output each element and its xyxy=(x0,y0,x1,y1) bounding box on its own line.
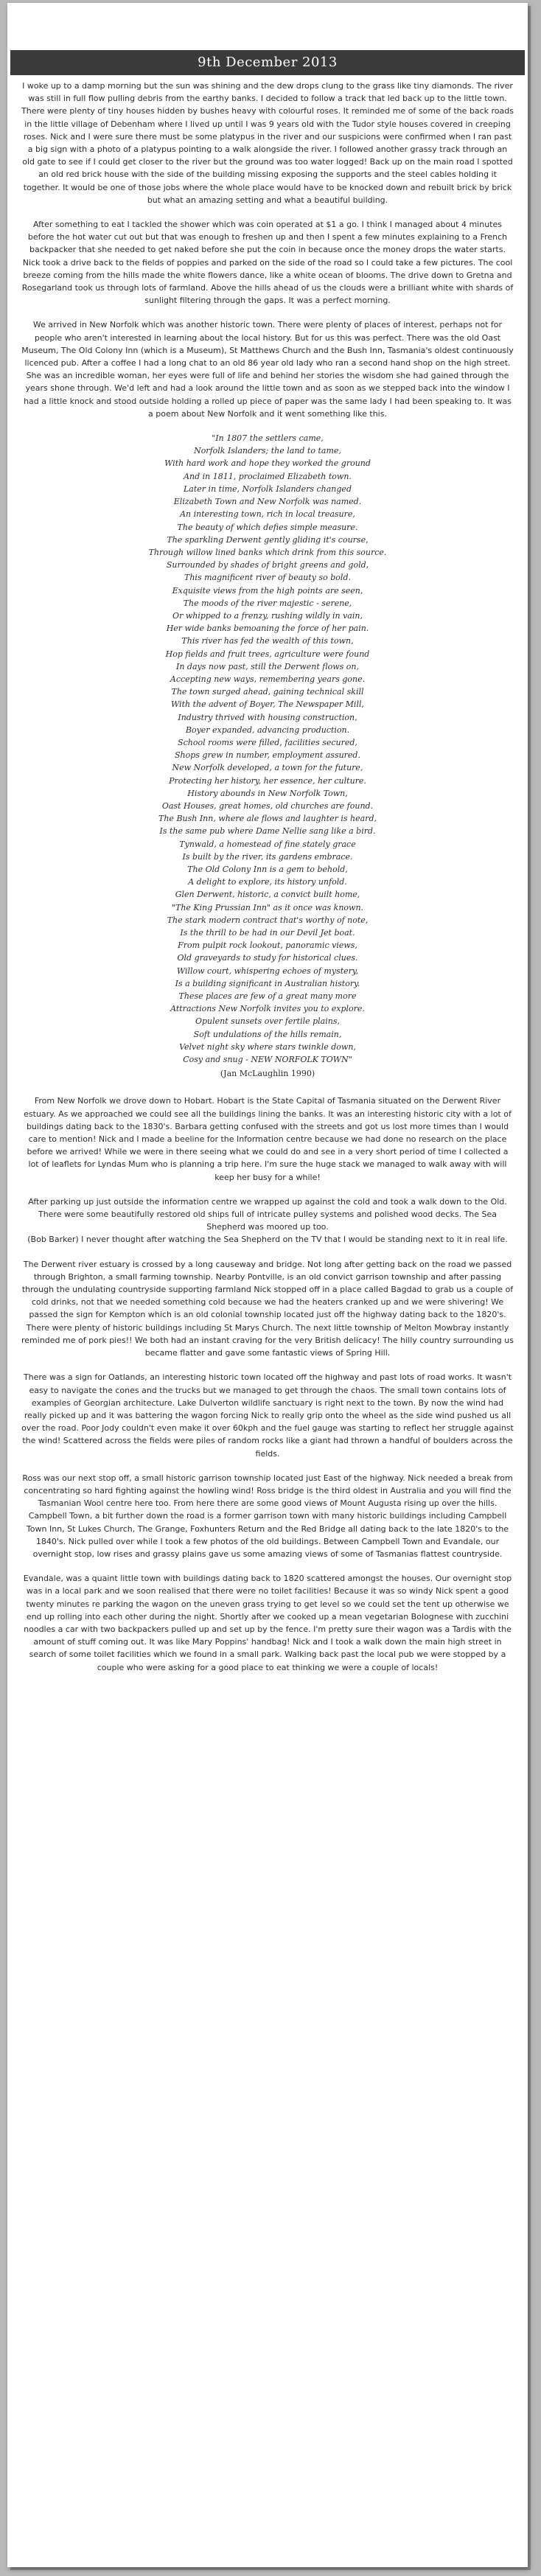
journal-paragraph-4: From New Norfolk we drove down to Hobart. Hobart is the State Capital of Tasmania situated on the Derwent River estuary. As we approached we could see all the buildings lining the banks. It was an interesting historic city with a lot of buildings dating back to the 1830's. Barbara getting confused with the streets and got us lost more times than I would care to mention! Nick and I made a beeline for the Information centre because we had done no research on the place before we arrived! While we were in there seeing what we could do and see in a very short period of time I collected a lot of leaflets for Lyndas Mum who is planning a trip here. I'm sure the huge stack we managed to walk away with will keep her busy for a while! xyxy=(24,1096,512,1182)
poem-line: Willow court, whispering echoes of mystery, xyxy=(176,966,359,976)
poem-line: Later in time, Norfolk Islanders changed xyxy=(184,484,352,494)
poem-credit: (Jan McLaughlin 1990) xyxy=(220,1069,315,1079)
poem-line: From pulpit rock lookout, panoramic views, xyxy=(178,940,357,951)
journal-paragraph-8: Ross was our next stop off, a small historic garrison township located just East of the highway. Nick needed a break from concentrating so hard fighting against the howling wind! Ross bridge is the third oldest in Australia and you will find the Tasmanian Wool centre here too. From here there are some good views of Mount Augusta rising up over the hills. Campbell Town, a bit further down the road is a former garrison town with many historic buildings including Campbell Town Inn, St Lukes Church, The Grange, Foxhunters Return and the Red Bridge all dating back to the late 1820's to the 1840's. Nick pulled over while I took a few photos of the old buildings. Between Campbell Town and Evandale, our overnight stop, low rises and grassy plains gave us some amazing views of some of Tasmanias flattest countryside. xyxy=(22,1473,513,1559)
poem-line: Attractions New Norfolk invites you to explore. xyxy=(170,1004,365,1014)
date-banner: 9th December 2013 xyxy=(10,50,525,75)
journal-paragraph-3: We arrived in New Norfolk which was another historic town. There were plenty of places of interest, perhaps not for people who aren't interested in learning about the local history. But for us this was perfect. There was the old Oast Museum, The Old Colony Inn (which is a Museum), St Matthews Church and the Bush Inn, Tasmania's oldest continuously licenced pub. After a coffee I had a long chat to an old 86 year old lady who ran a second hand shop on the high street. She was an incredible woman, her eyes were full of life and behind her stories the wisdom she had gained through the years shone through. We'd left and had a look around the little town and as soon as we stepped back into the window I had a little knock and stood outside holding a rolled up piece of paper was the same lady I had been speaking to. It was a poem about New Norfolk and it went something like this. xyxy=(21,320,514,419)
poem-line: The stark modern contract that's worthy of note, xyxy=(167,915,369,925)
poem-line: Old graveyards to study for historical clues. xyxy=(177,953,358,963)
poem-line: The Old Colony Inn is a gem to behold, xyxy=(187,864,348,874)
poem-line: And in 1811, proclaimed Elizabeth town. xyxy=(184,471,352,481)
poem-line: Exquisite views from the high points are seen, xyxy=(172,585,363,596)
poem-line: Elizabeth Town and New Norfolk was named. xyxy=(173,497,362,507)
poem-line: Accepting new ways, remembering years gone. xyxy=(170,674,366,684)
poem-line: These places are few of a great many more xyxy=(178,991,357,1002)
poem-line: School rooms were filled, facilities secured, xyxy=(178,737,357,747)
poem-line: Is built by the river, its gardens embrace. xyxy=(182,851,353,862)
journal-paragraph-5: After parking up just outside the information centre we wrapped up against the cold and took a walk down to the Old. There were some beautifully restored old ships full of intricate pulley systems and polished wood decks. The Sea Shepherd was moored up too. (Bob Barker) I never thought after watching the Sea Shepherd on the TV that I would be standing next to it in real life. xyxy=(27,1196,508,1245)
journal-paragraph-6: The Derwent river estuary is crossed by a long causeway and bridge. Not long after getting back on the road we passed through Brighton, a small farming township. Nearby Pontville, is an old convict garrison township and after passing through the undulating countryside supporting farmland Nick stopped off in a place called Bagdad to grab us a couple of cold drinks, not that we needed something cold because we had the heaters cranked up and we were shivering! We passed the sign for Kempton which is an old colonial township located just off the highway dating back to the 1820's. There were plenty of historic buildings including St Marys Church. The next little township of Melton Mowbray instantly reminded me of pork pies!! We both had an instant craving for the very British delicacy! The hilly country surrounding us became flatter and gave some fantastic views of Spring Hill. xyxy=(21,1259,514,1358)
poem-line: Is the same pub where Dame Nellie sang like a bird. xyxy=(159,826,376,837)
poem-line: New Norfolk developed, a town for the future, xyxy=(172,763,363,773)
poem-line: With the advent of Boyer, The Newspaper Mill, xyxy=(171,699,364,710)
poem-line: Oast Houses, great homes, old churches are found. xyxy=(161,800,374,811)
poem-line: The Bush Inn, where ale flows and laughter is heard, xyxy=(158,814,377,824)
poem-line: Through willow lined banks which drink from this source. xyxy=(148,547,387,557)
poem-line: An interesting town, rich in local treasure, xyxy=(180,509,355,520)
poem-line: History abounds in New Norfolk Town, xyxy=(187,788,348,798)
poem-line: The sparkling Derwent gently gliding it's course, xyxy=(167,534,369,545)
poem-line: Or whipped to a frenzy, rushing wildly in vain, xyxy=(172,610,363,621)
poem-line: Shops grew in number, employment assured. xyxy=(175,750,360,761)
poem-line: Is a building significant in Australian history. xyxy=(175,978,360,988)
poem-line: Hop fields and fruit trees, agriculture were found xyxy=(165,649,370,659)
journal-page xyxy=(7,3,528,2567)
poem-line: Tynwald, a homestead of fine stately grace xyxy=(179,839,356,849)
poem-line: This magnificent river of beauty so bold. xyxy=(184,573,351,583)
poem-line: Is the thrill to be had in our Devil Jet boat. xyxy=(180,928,355,938)
poem-line: In days now past, still the Derwent flows on, xyxy=(175,661,360,671)
poem-line: Surrounded by shades of bright greens and gold, xyxy=(166,560,369,570)
poem-line: Opulent sunsets over fertile plains, xyxy=(195,1016,340,1027)
poem-line: Norfolk Islanders; the land to tame, xyxy=(194,446,341,456)
poem-line: A delight to explore, its history unfold. xyxy=(188,877,347,887)
poem-line: "In 1807 the settlers came, xyxy=(212,433,324,444)
journal-body xyxy=(21,80,514,1686)
poem-line: Industry thrived with housing construction, xyxy=(178,712,357,722)
poem-line: Soft undulations of the hills remain, xyxy=(193,1029,342,1039)
poem-line: Her wide banks bemoaning the force of her pain. xyxy=(166,624,369,634)
poem-line: With hard work and hope they worked the ground xyxy=(164,458,371,469)
poem-line: The beauty of which defies simple measure. xyxy=(177,522,358,532)
poem-line: Cosy and snug - NEW NORFOLK TOWN" xyxy=(183,1055,352,1065)
poem-line: "The King Prussian Inn" as it once was known. xyxy=(171,902,364,912)
journal-paragraph-2: After something to eat I tackled the shower which was coin operated at $1 a go. I think I managed about 4 minutes before the hot water cut out but that was enough to freshen up and then I spent a few minutes explaining to a French backpacker that she needed to get naked before she put the coin in because once the money drops the water starts. Nick took a drive back to the fields of poppies and parked on the side of the road so I could take a few pictures. The cool breeze coming from the hills made the white flowers dance, like a white ocean of blooms. The drive down to Gretna and Rosegarland took us through lots of farmland. Above the hills ahead of us the clouds were a brilliant white with shards of sunlight filtering through the gaps. It was a perfect morning. xyxy=(21,220,514,306)
poem-line: Velvet night sky where stars twinkle down, xyxy=(179,1041,356,1052)
poem-line: The moods of the river majestic - serene, xyxy=(183,598,352,608)
poem-line: This river has fed the wealth of this town, xyxy=(181,636,354,646)
poem-line: The town surged ahead, gaining technical skill xyxy=(171,687,364,697)
poem-line: Boyer expanded, advancing production. xyxy=(185,725,350,735)
new-norfolk-poem xyxy=(21,432,514,1080)
journal-paragraph-7: There was a sign for Oatlands, an interesting historic town located off the highway and past lots of road works. It wasn't easy to navigate the cones and the trucks but we managed to get through the chaos. The small town contains lots of examples of Georgian architecture. Lake Dulverton wildlife sanctuary is right next to the town. By now the wind had really picked up and it was battering the wagon forcing Nick to really grip onto the wheel as the side wind pushed us all over the road. Poor Jody couldn't even make it over 60kph and the fuel gauge was starting to reflect her struggle against the wind! Scattered across the fields were piles of random rocks like a giant had thrown a handful of boulders across the fields. xyxy=(21,1372,514,1459)
poem-line: Glen Derwent, historic, a convict built home, xyxy=(175,890,360,900)
journal-paragraph-9: Evandale, was a quaint little town with buildings dating back to 1820 scattered amongst the houses. Our overnight stop was in a local park and we soon realised that there were no toilet facilities! Because it was so windy Nick spent a good twenty minutes re parking the wagon on the uneven grass trying to get level so we could set the tent up otherwise we end up rolling into each other during the night. Shortly after we cooked up a mean vegetarian Bolognese with zucchini noodles a car with two backpackers pulled up and set up by the fence. I'm pretty sure their wagon was a Tardis with the amount of stuff coming out. It was like Mary Poppins' handbag! Nick and I took a walk down the main high street in search of some toilet facilities which we found in a small park. Walking back past the local pub we were stopped by a couple who were asking for a good place to eat thinking we were a couple of locals! xyxy=(23,1574,512,1672)
journal-paragraph-1: I woke up to a damp morning but the sun was shining and the dew drops clung to the grass like tiny diamonds. The river was still in full flow pulling debris from the earthy banks. I decided to follow a track that led back up to the little town. There were plenty of tiny houses hidden by bushes heavy with colourful roses. It reminded me of some of the back roads in the little village of Debenham where I lived up until I was 9 years old with the Tudor style houses covered in creeping roses. Nick and I were sure there must be some platypus in the river and our suspicions were confirmed when I ran past a big sign with a photo of a platypus pointing to a walk alongside the river. I followed another grassy track through an old gate to see if I could get closer to the river but the ground was too water logged! Back up on the main road I spotted an old red brick house with the side of the building missing exposing the supports and the steel cables holding it together. It would be one of those jobs where the whole place would have to be knocked down and rebuilt brick by brick but what an amazing setting and what a beautiful building. xyxy=(21,81,514,205)
poem-line: Protecting her history, her essence, her culture. xyxy=(169,775,366,786)
